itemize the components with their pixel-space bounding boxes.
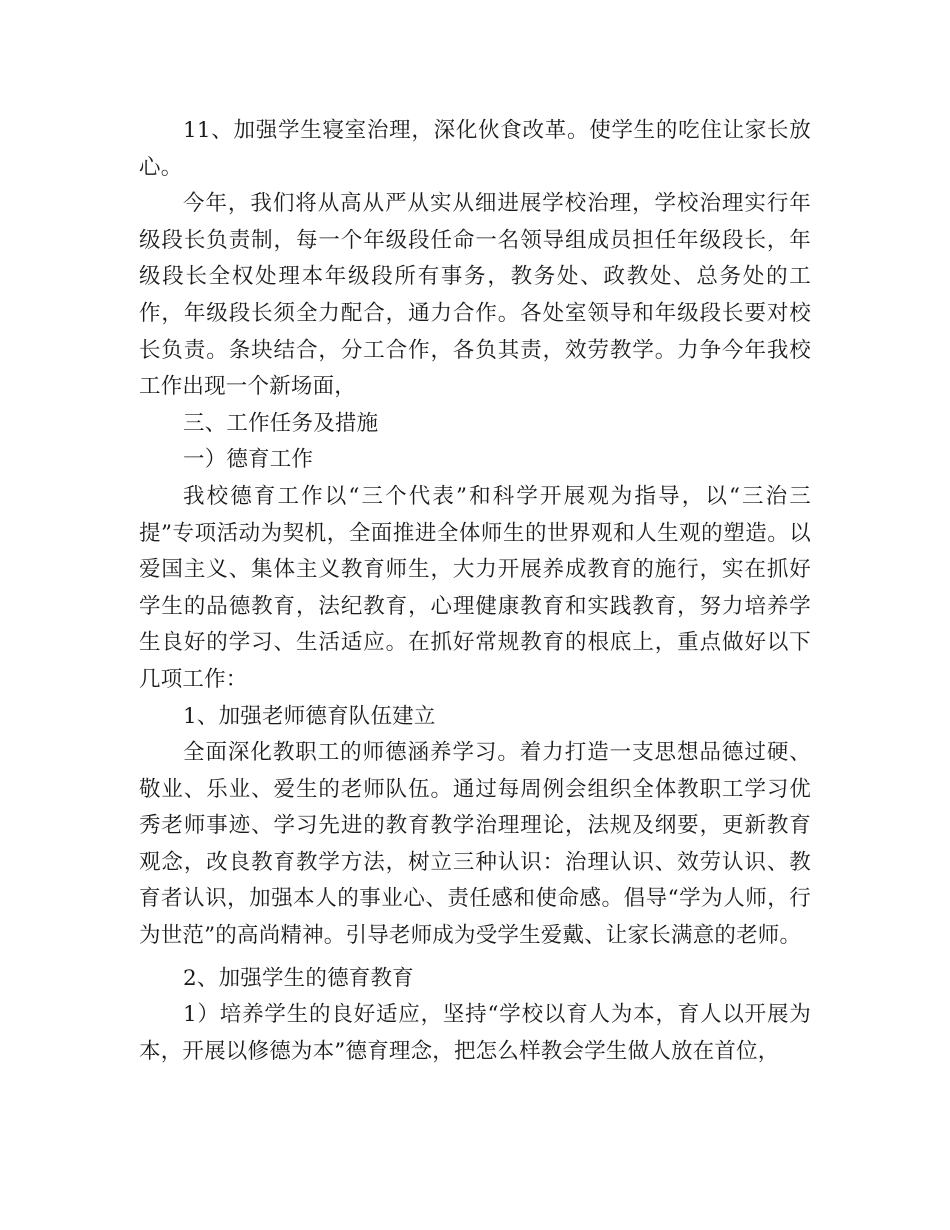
paragraph-school-management: 今年，我们将从高从严从实从细进展学校治理，学校治理实行年级段长负责制，每一个年级段任命一名领导组成员担任年级段长，年级段长全权处理本年级段所有事务，教务处、政教处、总务处的工作，年级段长须全力配合，通力合作。各处室领导和年级段长要对校长负责。条块结合，分工合作，各负其责，效劳教学。力争今年我校工作出现一个新场面， [139,191,811,400]
paragraph-dorm-reform: 11、加强学生寝室治理，深化伙食改革。使学生的吃住让家长放心。 [139,118,811,180]
subsection-heading-moral-education: 一）德育工作 [183,447,314,473]
paragraph-good-habits: 1）培养学生的良好适应，坚持“学校以育人为本，育人以开展为本，开展以修德为本”德育理念，把怎么样教会学生做人放在首位， [139,1002,811,1064]
paragraph-teacher-team: 全面深化教职工的师德涵养学习。着力打造一支思想品德过硬、敬业、乐业、爱生的老师队伍。通过每周例会组织全体教职工学习优秀老师事迹、学习先进的教育教学治理理论，法规及纲要，更新教育观念，改良教育教学方法，树立三种认识：治理认识、效劳认识、教育者认识，加强本人的事业心、责任感和使命感。倡导“学为人师，行为世范”的高尚精神。引导老师成为受学生爱戴、让家长满意的老师。 [139,740,811,949]
item-heading-student-moral-education: 2、加强学生的德育教育 [183,965,414,991]
paragraph-moral-education: 我校德育工作以“三个代表”和科学开展观为指导，以“三治三提”专项活动为契机，全面推进全体师生的世界观和人生观的塑造。以爱国主义、集体主义教育师生，大力开展养成教育的施行，实在抓好学生的品德教育，法纪教育，心理健康教育和实践教育，努力培养学生良好的学习、生活适应。在抓好常规教育的根底上，重点做好以下几项工作： [139,483,811,692]
item-heading-teacher-team: 1、加强老师德育队伍建立 [183,703,436,729]
section-heading-tasks: 三、工作任务及措施 [183,410,379,436]
document-body [139,113,811,1070]
